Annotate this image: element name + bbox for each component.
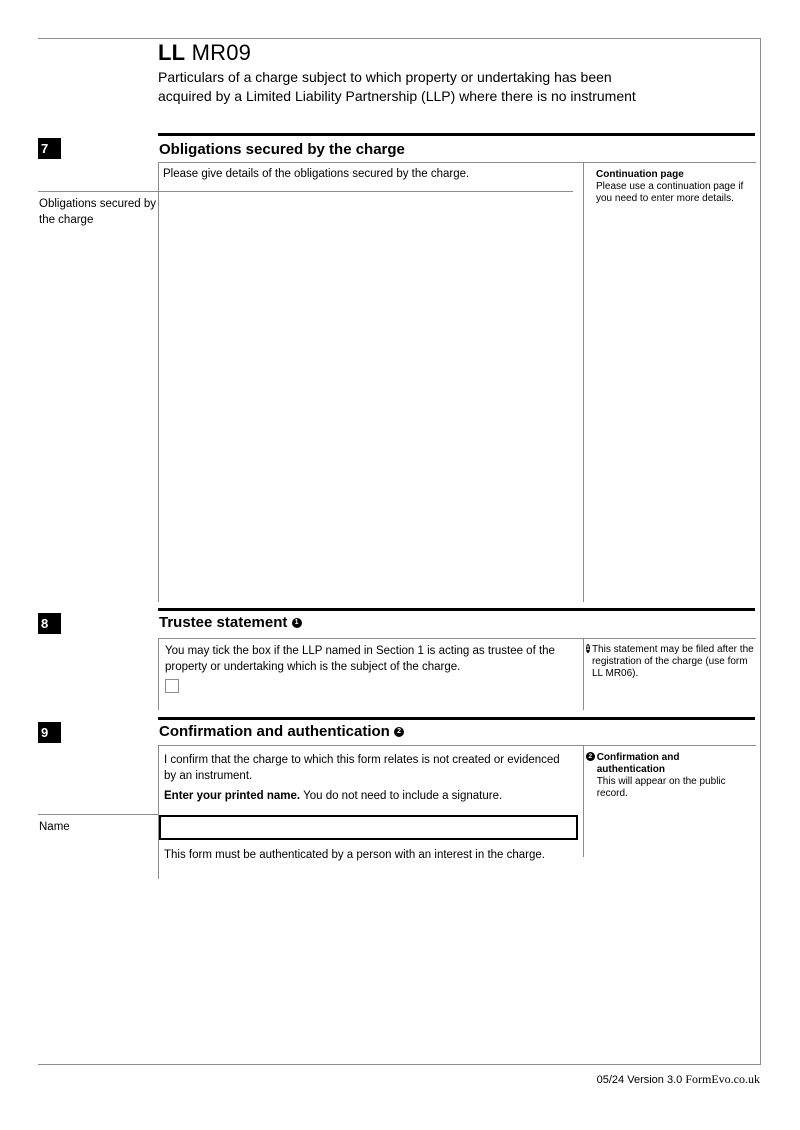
note-2-icon: 2 [586, 752, 595, 761]
form-number: MR09 [191, 40, 252, 65]
section9-note-left-rule [583, 745, 584, 857]
confirmation-note-row [586, 752, 754, 800]
section9-instruction-rest: You do not need to include a signature. [300, 790, 503, 802]
continuation-note-heading: Continuation page [596, 169, 684, 180]
confirmation-note-body [597, 752, 754, 800]
name-input[interactable] [159, 815, 578, 840]
section9-number: 9 [38, 722, 61, 743]
continuation-note [596, 169, 756, 205]
section9-left-rule [158, 745, 159, 879]
confirmation-note-heading-line1: Confirmation and [596, 752, 680, 763]
section8-instr-top-rule [158, 638, 583, 639]
section8-note-left-rule [583, 638, 584, 710]
footer-brand: FormEvo.co.uk [685, 1072, 760, 1086]
section7-label-rule [38, 191, 158, 192]
trustee-note-row [586, 644, 754, 680]
section8-rule [158, 608, 755, 611]
section9-instruction [164, 752, 579, 804]
section9-title-wrap [159, 723, 404, 740]
form-title-line2: acquired by a Limited Liability Partnership (LLP) where there is no instrument [158, 88, 636, 104]
section9-note-top-rule [583, 745, 756, 746]
form-prefix: LL [158, 40, 186, 65]
name-label-rule [38, 814, 158, 815]
form-title-line1: Particulars of a charge subject to which property or undertaking has been [158, 69, 612, 85]
footer [597, 1072, 760, 1087]
note-2-marker-icon: 2 [394, 727, 404, 737]
section9-title: Confirmation and authentication [159, 723, 390, 740]
confirmation-note-heading-line2: authentication [596, 764, 666, 775]
confirmation-note-text: This will appear on the public record. [596, 776, 726, 799]
note-1-marker-icon: 1 [292, 618, 302, 628]
section8-number: 8 [38, 613, 61, 634]
obligations-text-area[interactable] [158, 192, 583, 602]
section9-instruction-bold: Enter your printed name. [164, 790, 301, 802]
trustee-note [586, 644, 754, 680]
section8-note-top-rule [583, 638, 756, 639]
section9-instruction-line2: by an instrument. [164, 770, 253, 782]
section9-instruction-line1: I confirm that the charge to which this form relates is not created or evidenced [164, 754, 560, 766]
section7-instr-top-rule [158, 162, 583, 163]
section8-instruction [165, 643, 577, 675]
trustee-note-text: This statement may be filed after the registration of the charge (use form LL MR06). [591, 644, 754, 679]
name-label: Name [39, 821, 70, 833]
section7-note-top-rule [583, 162, 756, 163]
section8-title-wrap [159, 614, 302, 631]
section7-field-label: Obligations secured by the charge [39, 198, 156, 226]
form-title [158, 68, 678, 106]
confirmation-note [586, 752, 754, 800]
section7-note-left-rule [583, 162, 584, 602]
section8-instruction-line2: property or undertaking which is the subject of the charge. [165, 661, 461, 673]
trustee-checkbox[interactable] [165, 679, 179, 693]
section8-title: Trustee statement [159, 614, 288, 631]
section8-left-rule [158, 638, 159, 710]
section9-printed-name-instruction [164, 788, 579, 804]
section9-rule [158, 717, 755, 720]
section7-instruction: Please give details of the obligations secured by the charge. [163, 168, 470, 180]
continuation-note-text: Please use a continuation page if you need to enter more details. [596, 181, 744, 204]
section8-instruction-line1: You may tick the box if the LLP named in Section 1 is acting as trustee of the [165, 645, 555, 657]
note-1-icon: 1 [586, 645, 590, 652]
form-code [158, 40, 251, 66]
authentication-footnote: This form must be authenticated by a person with an interest in the charge. [164, 849, 545, 861]
section9-instr-top-rule [158, 745, 583, 746]
section7-number: 7 [38, 138, 61, 159]
section7-title: Obligations secured by the charge [159, 141, 405, 158]
footer-version: 05/24 Version 3.0 [596, 1074, 683, 1086]
section7-rule [158, 133, 755, 136]
